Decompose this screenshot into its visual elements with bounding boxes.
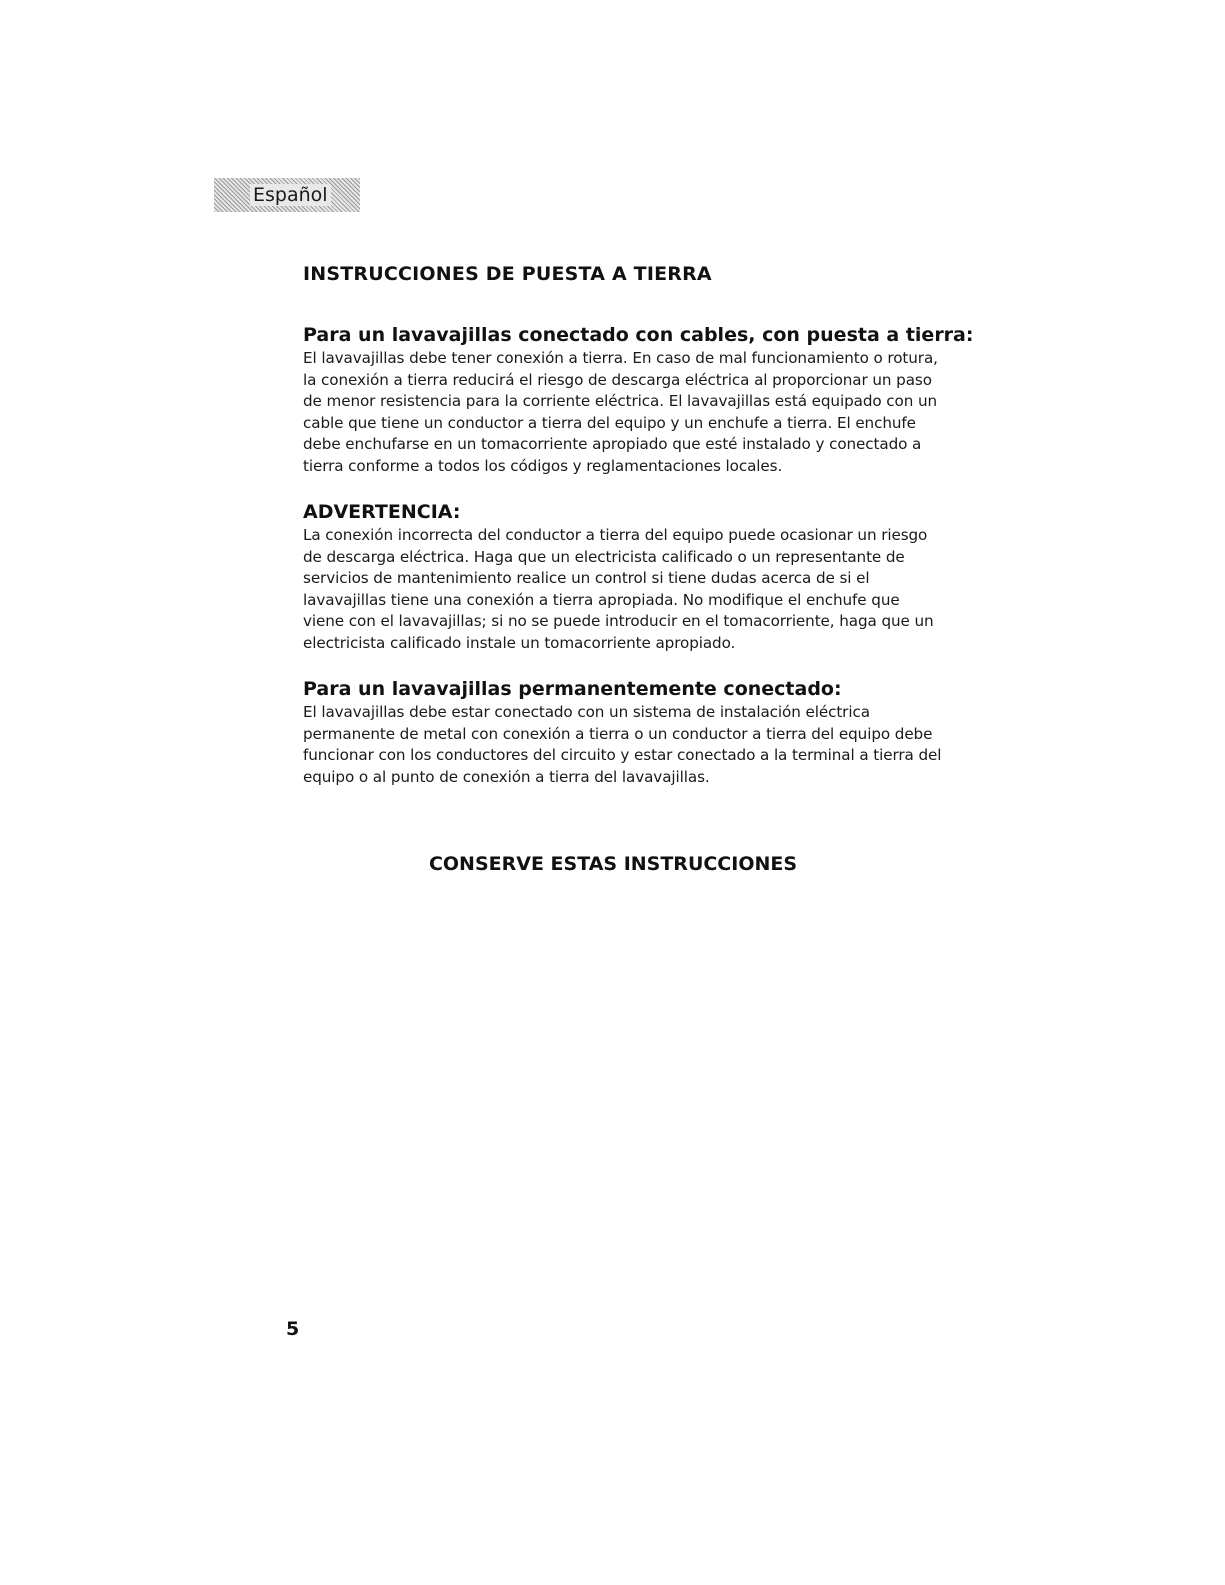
warning-body: La conexión incorrecta del conductor a tierra del equipo puede ocasionar un riesgo de descarga eléctrica. Haga que un electricista calificado o un representante de servicios de mantenimiento realice un control si tiene dudas acerca de si el lavavajillas tiene una conexión a tierra apropiada. No modifique el enchufe que viene con el lavavajillas; si no se puede introducir en el tomacorriente, haga que un electricista calificado instale un tomacorriente apropiado. <box>303 526 934 652</box>
page-number: 5 <box>286 1318 300 1340</box>
closing-statement: CONSERVE ESTAS INSTRUCCIONES <box>428 853 798 875</box>
document-content <box>303 262 974 810</box>
section-permanent-dishwasher <box>303 676 943 788</box>
language-tab <box>214 178 360 212</box>
section-heading: Para un lavavajillas conectado con cables, con puesta a tierra: <box>303 324 974 346</box>
warning-heading: ADVERTENCIA: <box>303 501 461 523</box>
section-heading: Para un lavavajillas permanentemente conectado: <box>303 678 842 700</box>
page-title: INSTRUCCIONES DE PUESTA A TIERRA <box>303 263 712 285</box>
section-body: El lavavajillas debe estar conectado con un sistema de instalación eléctrica permanente de metal con conexión a tierra o un conductor a tierra del equipo debe funcionar con los conductores del circuito y estar conectado a la terminal a tierra del equipo o al punto de conexión a tierra del lavavajillas. <box>303 703 942 786</box>
section-body: El lavavajillas debe tener conexión a tierra. En caso de mal funcionamiento o rotura, la conexión a tierra reducirá el riesgo de descarga eléctrica al proporcionar un paso de menor resistencia para la corriente eléctrica. El lavavajillas está equipado con un cable que tiene un conductor a tierra del equipo y un enchufe a tierra. El enchufe debe enchufarse en un tomacorriente apropiado que esté instalado y conectado a tierra conforme a todos los códigos y reglamentaciones locales. <box>303 349 938 475</box>
section-warning <box>303 499 943 654</box>
language-label: Español <box>250 184 331 206</box>
section-corded-dishwasher <box>303 322 974 477</box>
